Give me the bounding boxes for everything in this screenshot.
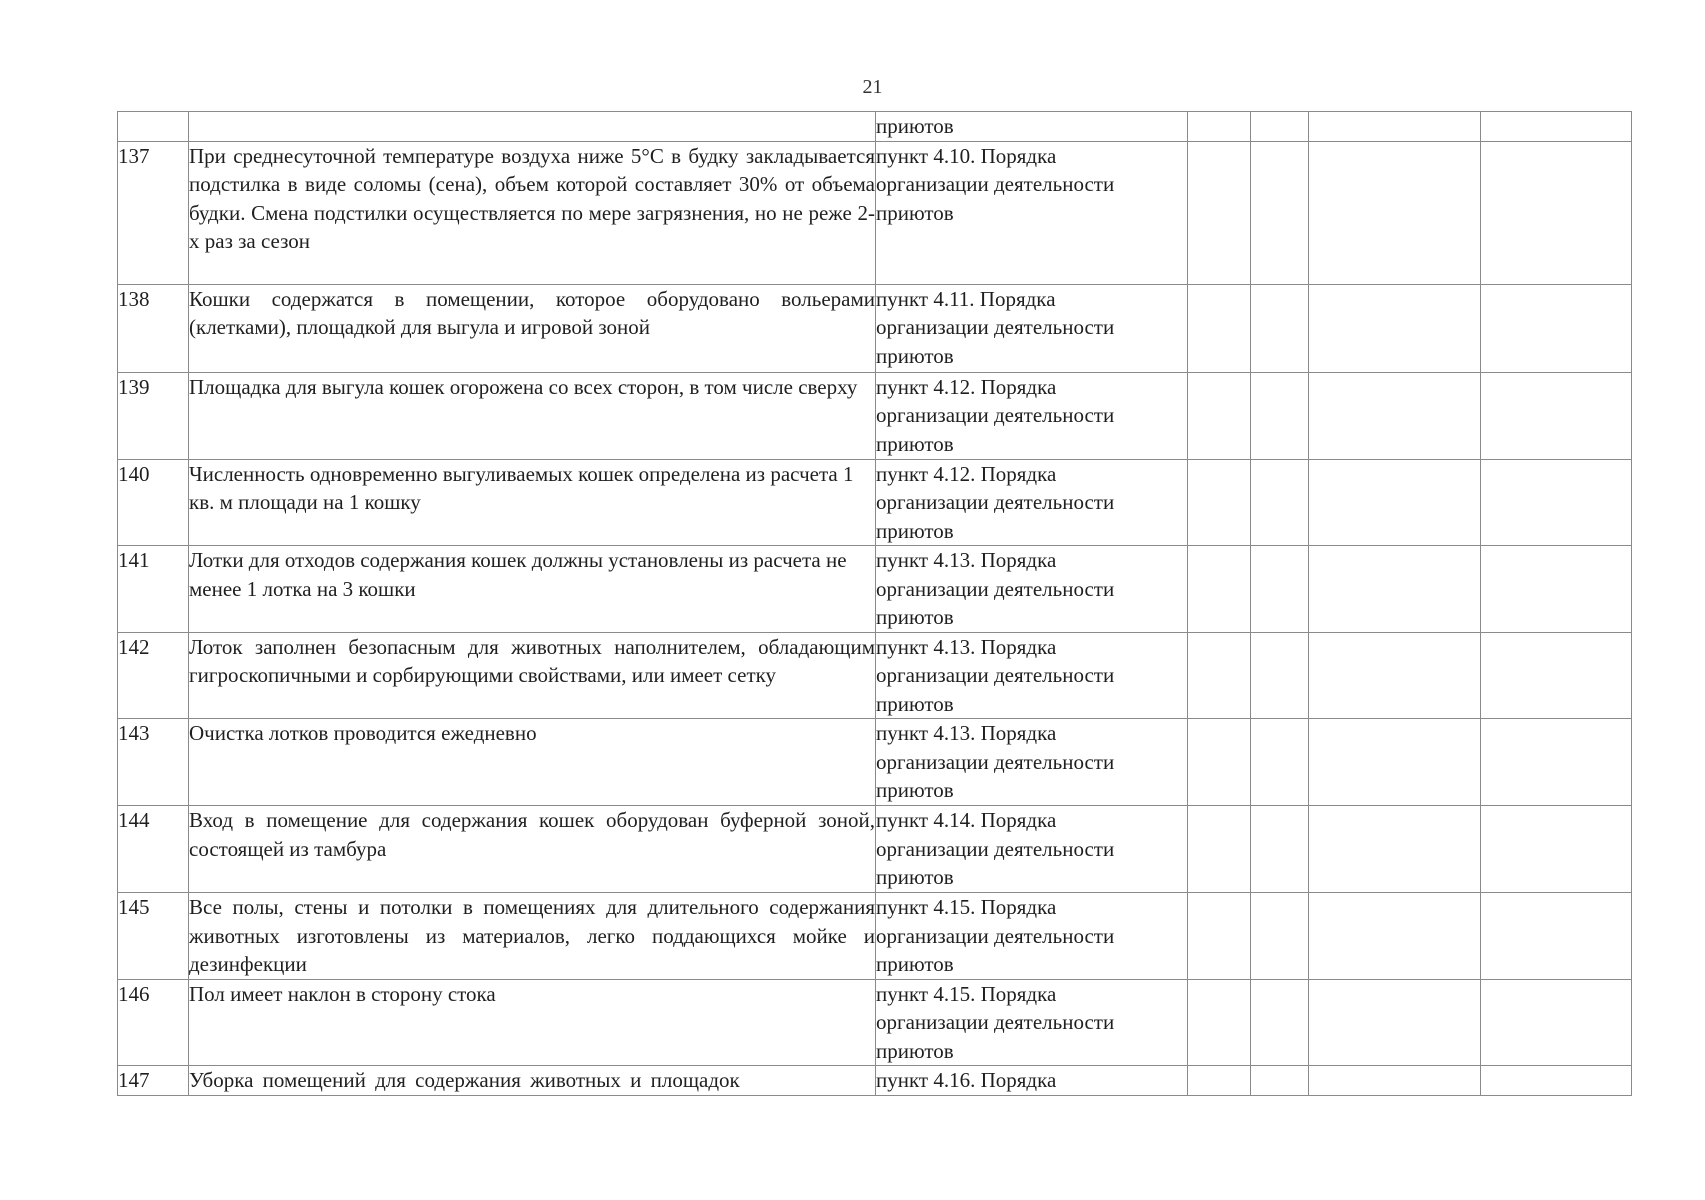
table-row: [118, 372, 1632, 459]
empty-cell: [1309, 719, 1481, 806]
reference-cell: [876, 806, 1188, 893]
requirement-text: Площадка для выгула кошек огорожена со всех сторон, в том числе сверху: [189, 372, 876, 459]
reference-cell: [876, 372, 1188, 459]
reference-line: пункт 4.16. Порядка: [876, 1068, 1057, 1092]
reference-line: организации деятельности: [876, 576, 1115, 601]
table-row: [118, 459, 1632, 546]
reference-cell: [876, 632, 1188, 719]
empty-cell: [1188, 806, 1251, 893]
empty-cell: [1481, 284, 1632, 372]
empty-cell: [1251, 372, 1309, 459]
reference-line: приютов: [876, 343, 954, 368]
reference-line: приютов: [876, 200, 954, 225]
row-number: 139: [118, 372, 189, 459]
empty-cell: [1309, 284, 1481, 372]
empty-cell: [1251, 979, 1309, 1066]
reference-line: пункт 4.12. Порядка: [876, 461, 1057, 486]
row-number: 142: [118, 632, 189, 719]
empty-cell: [1481, 1066, 1632, 1096]
empty-cell: [1481, 141, 1632, 284]
empty-cell: [1309, 372, 1481, 459]
num-cell: [118, 112, 189, 142]
reference-cell: [876, 284, 1188, 372]
requirement-cell: [189, 112, 876, 142]
reference-cell: [876, 141, 1188, 284]
empty-cell: [1481, 893, 1632, 980]
empty-cell: [1309, 632, 1481, 719]
table-row: [118, 284, 1632, 372]
reference-line: приютов: [876, 865, 954, 889]
requirement-text: Очистка лотков проводится ежедневно: [189, 719, 876, 806]
empty-cell: [1188, 632, 1251, 719]
empty-cell: [1251, 632, 1309, 719]
requirement-text: Лотки для отходов содержания кошек должны установлены из расчета не менее 1 лотка на 3 кошки: [189, 546, 876, 633]
reference-line: пункт 4.15. Порядка: [876, 895, 1057, 919]
reference-line: организации деятельности: [876, 663, 1115, 687]
empty-cell: [1188, 979, 1251, 1066]
checklist-table: [117, 111, 1632, 1096]
empty-cell: [1481, 112, 1632, 142]
table-row: [118, 632, 1632, 719]
reference-line: пункт 4.13. Порядка: [876, 634, 1057, 659]
empty-cell: [1251, 459, 1309, 546]
row-number: 138: [118, 284, 189, 372]
empty-cell: [1309, 546, 1481, 633]
empty-cell: [1481, 632, 1632, 719]
table-row: [118, 546, 1632, 633]
reference-line: пункт 4.11. Порядка: [876, 286, 1056, 311]
empty-cell: [1251, 806, 1309, 893]
table-row: [118, 806, 1632, 893]
reference-line: приютов: [876, 691, 954, 716]
empty-cell: [1188, 372, 1251, 459]
reference-line: организации деятельности: [876, 403, 1115, 427]
reference-text: приютов: [876, 114, 954, 138]
table-row-continuation: [118, 112, 1632, 142]
reference-cell: [876, 1066, 1188, 1096]
page-number: 21: [862, 76, 883, 98]
table-row: [118, 1066, 1632, 1096]
reference-line: организации деятельности: [876, 1010, 1115, 1034]
reference-line: организации деятельности: [876, 923, 1115, 948]
requirement-text: Численность одновременно выгуливаемых кошек определена из расчета 1 кв. м площади на 1 кошку: [189, 459, 876, 546]
reference-line: приютов: [876, 431, 954, 456]
empty-cell: [1481, 719, 1632, 806]
empty-cell: [1188, 284, 1251, 372]
empty-cell: [1481, 459, 1632, 546]
empty-cell: [1188, 141, 1251, 284]
row-number: 137: [118, 141, 189, 284]
empty-cell: [1481, 979, 1632, 1066]
empty-cell: [1309, 112, 1481, 142]
reference-cell: [876, 112, 1188, 142]
row-number: 140: [118, 459, 189, 546]
row-number: 141: [118, 546, 189, 633]
empty-cell: [1481, 806, 1632, 893]
table-row: [118, 141, 1632, 284]
empty-cell: [1188, 893, 1251, 980]
empty-cell: [1309, 459, 1481, 546]
requirement-text: Все полы, стены и потолки в помещениях для длительного содержания животных изготовлены из материалов, легко поддающихся мойке и дезинфекции: [189, 893, 876, 980]
reference-cell: [876, 546, 1188, 633]
empty-cell: [1251, 719, 1309, 806]
reference-line: пункт 4.13. Порядка: [876, 721, 1057, 745]
requirement-text: Пол имеет наклон в сторону стока: [189, 979, 876, 1066]
reference-cell: [876, 893, 1188, 980]
row-number: 145: [118, 893, 189, 980]
reference-line: организации деятельности: [876, 172, 1115, 196]
reference-cell: [876, 979, 1188, 1066]
reference-line: пункт 4.14. Порядка: [876, 808, 1057, 832]
reference-line: приютов: [876, 1038, 954, 1063]
requirement-text: Кошки содержатся в помещении, которое оборудовано вольерами (клетками), площадкой для выгула и игровой зоной: [189, 284, 876, 372]
requirement-text: Уборка помещений для содержания животных и площадок: [189, 1066, 876, 1096]
empty-cell: [1251, 1066, 1309, 1096]
empty-cell: [1188, 546, 1251, 633]
empty-cell: [1251, 893, 1309, 980]
reference-line: приютов: [876, 952, 954, 976]
reference-line: организации деятельности: [876, 836, 1115, 861]
empty-cell: [1481, 372, 1632, 459]
table-row: [118, 979, 1632, 1066]
reference-line: организации деятельности: [876, 749, 1115, 774]
reference-line: приютов: [876, 605, 954, 629]
table-row: [118, 893, 1632, 980]
reference-line: пункт 4.10. Порядка: [876, 143, 1057, 168]
reference-line: организации деятельности: [876, 490, 1115, 514]
empty-cell: [1188, 459, 1251, 546]
row-number: 146: [118, 979, 189, 1066]
table-row: [118, 719, 1632, 806]
empty-cell: [1309, 979, 1481, 1066]
reference-line: приютов: [876, 518, 954, 543]
requirement-text: При среднесуточной температуре воздуха ниже 5°С в будку закладывается подстилка в виде соломы (сена), объем которой составляет 30% от объема будки. Смена подстилки осуществляется по мере загрязнения, но не реже 2-х раз за сезон: [189, 141, 876, 284]
empty-cell: [1251, 141, 1309, 284]
reference-line: организации деятельности: [876, 315, 1115, 339]
empty-cell: [1309, 141, 1481, 284]
reference-cell: [876, 459, 1188, 546]
reference-line: пункт 4.15. Порядка: [876, 981, 1057, 1006]
empty-cell: [1309, 806, 1481, 893]
empty-cell: [1481, 546, 1632, 633]
empty-cell: [1309, 893, 1481, 980]
requirement-text: Лоток заполнен безопасным для животных наполнителем, обладающим гигроскопичными и сорбирующими свойствами, или имеет сетку: [189, 632, 876, 719]
row-number: 147: [118, 1066, 189, 1096]
reference-line: пункт 4.12. Порядка: [876, 374, 1057, 399]
empty-cell: [1251, 546, 1309, 633]
empty-cell: [1188, 112, 1251, 142]
empty-cell: [1188, 1066, 1251, 1096]
reference-line: пункт 4.13. Порядка: [876, 548, 1057, 572]
reference-line: приютов: [876, 778, 954, 802]
empty-cell: [1251, 284, 1309, 372]
empty-cell: [1309, 1066, 1481, 1096]
reference-cell: [876, 719, 1188, 806]
row-number: 144: [118, 806, 189, 893]
empty-cell: [1251, 112, 1309, 142]
empty-cell: [1188, 719, 1251, 806]
row-number: 143: [118, 719, 189, 806]
requirement-text: Вход в помещение для содержания кошек оборудован буферной зоной, состоящей из тамбура: [189, 806, 876, 893]
